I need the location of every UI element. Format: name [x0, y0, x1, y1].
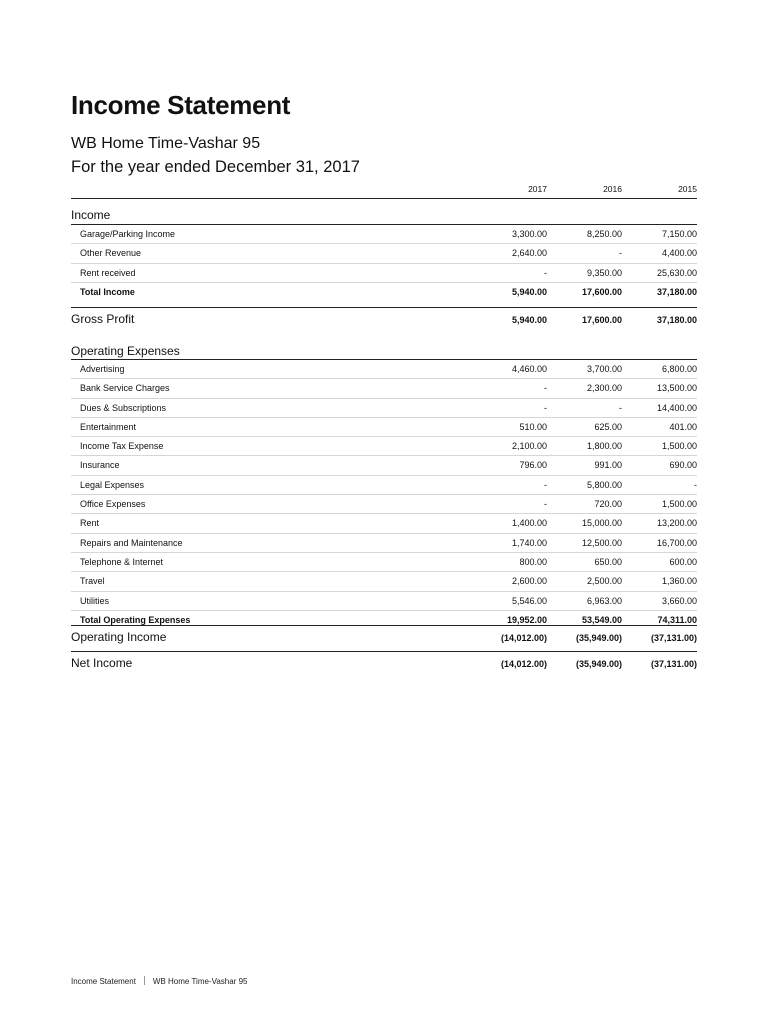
value-2015: 401.00	[669, 421, 697, 432]
value-2016: 5,800.00	[586, 479, 622, 490]
value-2017: -	[544, 499, 547, 510]
table-row	[71, 225, 697, 244]
footer-divider	[144, 976, 145, 985]
income-section-heading	[71, 208, 697, 225]
gross-profit-label: Gross Profit	[71, 312, 135, 326]
net-income-label: Net Income	[71, 656, 133, 670]
value-2016: 2,500.00	[586, 576, 622, 587]
row-label: Telephone & Internet	[80, 556, 164, 567]
year-2016-header: 2016	[603, 184, 622, 194]
value-2015: 7,150.00	[661, 229, 697, 239]
footer-document-title: Income Statement	[71, 977, 136, 986]
value-2017: 796.00	[519, 460, 547, 471]
row-label: Dues & Subscriptions	[80, 402, 167, 413]
table-row	[71, 476, 697, 495]
table-row	[71, 437, 697, 456]
value-2015: 13,200.00	[656, 518, 697, 529]
value-2017: 4,460.00	[511, 364, 547, 374]
value-2017: 19,952.00	[506, 614, 547, 625]
table-row	[71, 553, 697, 572]
value-2015: 600.00	[669, 556, 697, 567]
value-2017: 5,940.00	[511, 286, 547, 297]
table-row	[71, 264, 697, 283]
value-2016: 17,600.00	[581, 286, 622, 297]
operating-expenses-section-heading	[71, 344, 697, 360]
operating-income-row	[71, 625, 697, 648]
value-2016: -	[619, 402, 622, 413]
row-label: Insurance	[80, 460, 120, 471]
table-row	[71, 592, 697, 611]
value-2016: 720.00	[594, 499, 622, 510]
value-2017: -	[544, 383, 547, 394]
value-2017: 5,546.00	[511, 595, 547, 606]
row-label: Repairs and Maintenance	[80, 537, 183, 548]
net-income-row	[71, 651, 697, 674]
value-2016: (35,949.00)	[575, 633, 622, 643]
value-2016: 9,350.00	[586, 267, 622, 278]
table-row	[71, 514, 697, 533]
row-label: Entertainment	[80, 421, 137, 432]
value-2015: 13,500.00	[656, 383, 697, 394]
value-2017: 2,600.00	[511, 576, 547, 587]
operating-expenses-heading-label: Operating Expenses	[71, 344, 180, 358]
value-2016: -	[619, 248, 622, 259]
row-label: Legal Expenses	[80, 479, 145, 490]
table-row	[71, 572, 697, 591]
value-2017: -	[544, 267, 547, 278]
value-2017: 5,940.00	[511, 315, 547, 325]
row-label: Bank Service Charges	[80, 383, 170, 394]
value-2016: 6,963.00	[586, 595, 622, 606]
operating-expense-rows	[71, 360, 697, 629]
year-2015-header: 2015	[678, 184, 697, 194]
row-label: Rent received	[80, 267, 136, 278]
value-2015: 6,800.00	[661, 364, 697, 374]
value-2017: -	[544, 402, 547, 413]
table-row	[71, 360, 697, 379]
company-name: WB Home Time-Vashar 95	[71, 135, 261, 152]
value-2015: 74,311.00	[657, 614, 697, 625]
value-2017: 1,740.00	[511, 537, 547, 548]
row-label: Garage/Parking Income	[80, 229, 176, 239]
value-2015: 3,660.00	[661, 595, 697, 606]
year-2017-header: 2017	[528, 184, 547, 194]
value-2016: 625.00	[594, 421, 622, 432]
row-label: Rent	[80, 518, 100, 529]
value-2016: 991.00	[594, 460, 622, 471]
table-row	[71, 379, 697, 398]
value-2015: (37,131.00)	[650, 633, 697, 643]
value-2015: (37,131.00)	[650, 659, 697, 669]
value-2015: 1,500.00	[661, 441, 697, 452]
row-label: Income Tax Expense	[80, 441, 164, 452]
value-2016: 12,500.00	[581, 537, 622, 548]
value-2017: -	[544, 479, 547, 490]
row-label: Total Operating Expenses	[80, 614, 191, 625]
gross-profit-row	[71, 307, 697, 330]
value-2016: 8,250.00	[586, 229, 622, 239]
value-2015: 1,500.00	[661, 499, 697, 510]
document-title: Income Statement	[71, 90, 291, 120]
total-income-row	[71, 283, 697, 301]
value-2016: 53,549.00	[581, 614, 622, 625]
row-label: Total Income	[80, 286, 135, 297]
table-row	[71, 495, 697, 514]
table-row	[71, 534, 697, 553]
row-label: Advertising	[80, 364, 125, 374]
value-2016: 17,600.00	[581, 315, 622, 325]
value-2016: 650.00	[594, 556, 622, 567]
value-2016: 3,700.00	[586, 364, 622, 374]
value-2016: 15,000.00	[581, 518, 622, 529]
value-2015: 25,630.00	[656, 267, 697, 278]
value-2017: 2,640.00	[511, 248, 547, 259]
table-row	[71, 244, 697, 263]
row-label: Travel	[80, 576, 105, 587]
operating-income-label: Operating Income	[71, 630, 167, 644]
value-2016: 1,800.00	[586, 441, 622, 452]
table-row	[71, 418, 697, 437]
value-2017: 1,400.00	[511, 518, 547, 529]
table-row	[71, 399, 697, 418]
value-2015: -	[694, 479, 697, 490]
page-footer	[71, 976, 247, 986]
row-label: Office Expenses	[80, 499, 146, 510]
value-2017: (14,012.00)	[500, 633, 547, 643]
footer-company-name: WB Home Time-Vashar 95	[152, 977, 248, 986]
year-header-row	[71, 182, 697, 199]
table-row	[71, 456, 697, 475]
value-2016: 2,300.00	[586, 383, 622, 394]
value-2015: 16,700.00	[656, 537, 697, 548]
row-label: Other Revenue	[80, 248, 142, 259]
value-2017: 510.00	[519, 421, 547, 432]
value-2015: 37,180.00	[656, 315, 697, 325]
value-2017: 800.00	[519, 556, 547, 567]
value-2015: 4,400.00	[661, 248, 697, 259]
row-label: Utilities	[80, 595, 110, 606]
income-heading-label: Income	[71, 208, 111, 222]
value-2015: 690.00	[669, 460, 697, 471]
value-2017: 3,300.00	[511, 229, 547, 239]
value-2017: 2,100.00	[511, 441, 547, 452]
value-2015: 14,400.00	[656, 402, 697, 413]
income-rows	[71, 225, 697, 301]
value-2017: (14,012.00)	[500, 659, 547, 669]
value-2016: (35,949.00)	[575, 659, 622, 669]
reporting-period: For the year ended December 31, 2017	[71, 158, 360, 176]
value-2015: 1,360.00	[661, 576, 697, 587]
value-2015: 37,180.00	[656, 286, 697, 297]
